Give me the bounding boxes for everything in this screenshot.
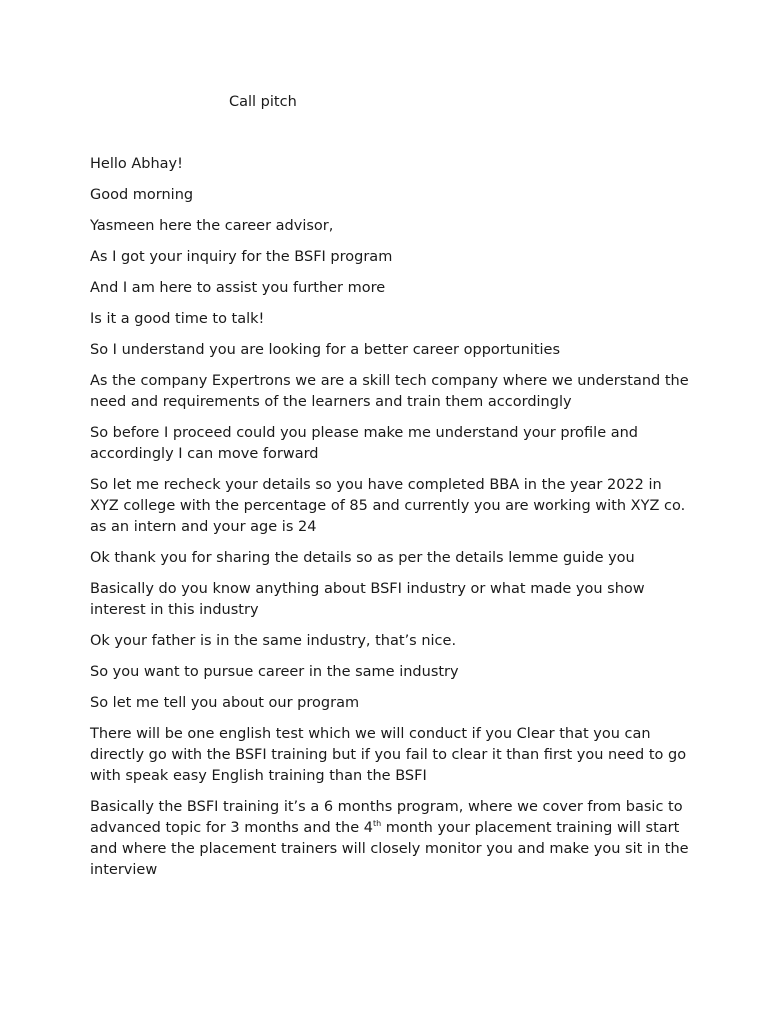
- paragraph-good-time: Is it a good time to talk!: [90, 311, 265, 327]
- paragraph-greeting: Hello Abhay!: [90, 156, 183, 172]
- paragraph-father: Ok your father is in the same industry, that’s nice.: [90, 633, 457, 649]
- paragraph-thanks: Ok thank you for sharing the details so as per the details lemme guide you: [90, 550, 635, 566]
- paragraph-english-test: There will be one english test which we will conduct if you Clear that you can directly go with the BSFI training but if you fail to clear it than first you need to go with speak easy English training than the BSFI: [90, 726, 687, 784]
- document-title: Call pitch: [229, 94, 297, 110]
- document-body: [90, 154, 690, 891]
- paragraph-pursue-career: So you want to pursue career in the same industry: [90, 664, 459, 680]
- paragraph-introduction: Yasmeen here the career advisor,: [90, 218, 334, 234]
- paragraph-company: As the company Expertrons we are a skill tech company where we understand the need and requirements of the learners and train them accordingly: [90, 373, 689, 410]
- paragraph-profile: So before I proceed could you please make me understand your profile and accordingly I can move forward: [90, 425, 639, 462]
- paragraph-good-morning: Good morning: [90, 187, 194, 203]
- ordinal-suffix: th: [372, 819, 382, 828]
- paragraph-career-opportunities: So I understand you are looking for a better career opportunities: [90, 342, 561, 358]
- paragraph-inquiry: As I got your inquiry for the BSFI program: [90, 249, 393, 265]
- paragraph-program-intro: So let me tell you about our program: [90, 695, 360, 711]
- training-text-before: Basically the BSFI training it’s a 6 months program, where we cover from basic to advanced topic for 3 months and the 4: [90, 799, 683, 836]
- training-text-after: month your placement training will start and where the placement trainers will closely monitor you and make you sit in the interview: [90, 820, 689, 878]
- paragraph-assist: And I am here to assist you further more: [90, 280, 386, 296]
- paragraph-details: So let me recheck your details so you have completed BBA in the year 2022 in XYZ college with the percentage of 85 and currently you are working with XYZ co. as an intern and your age is 24: [90, 477, 686, 535]
- paragraph-training-details: [90, 797, 690, 881]
- paragraph-industry-question: Basically do you know anything about BSFI industry or what made you show interest in this industry: [90, 581, 645, 618]
